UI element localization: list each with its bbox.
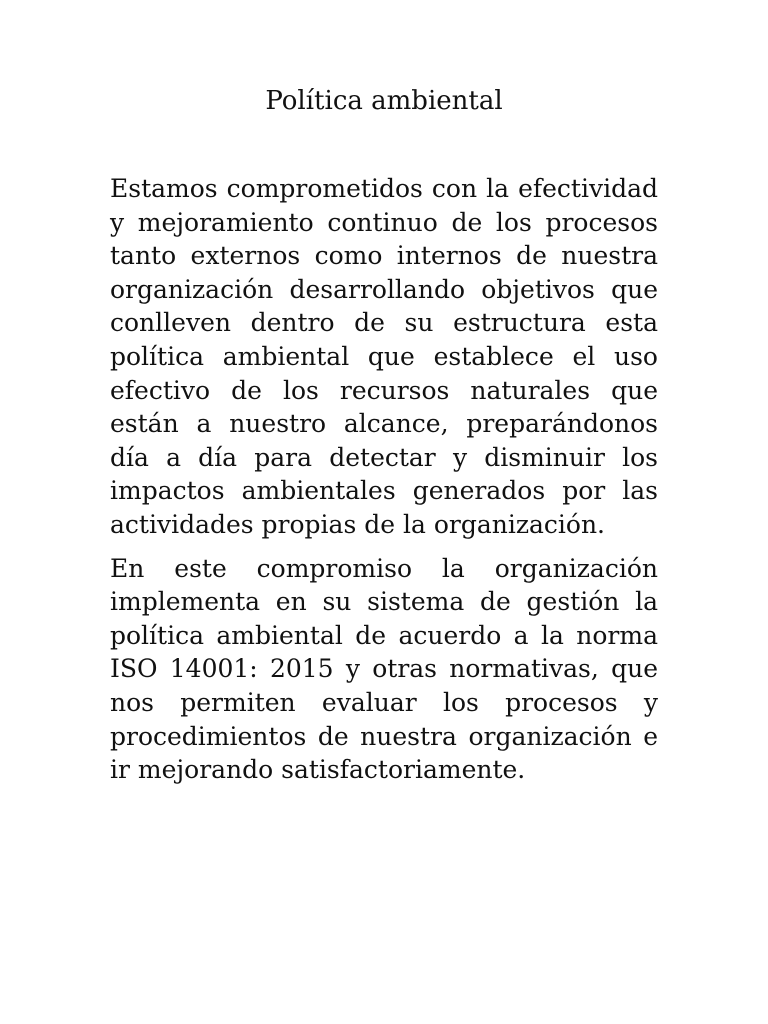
- paragraph-2: En este compromiso la organización implementa en su sistema de gestión la política ambiental de acuerdo a la norma ISO 14001: 2015 y otras normativas, que nos permiten evaluar los procesos y procedimientos de nuestra organización e ir mejorando satisfactoriamente.: [110, 553, 658, 785]
- document-title: Política ambiental: [265, 86, 503, 116]
- paragraph-1: Estamos comprometidos con la efectividad y mejoramiento continuo de los procesos tanto externos como internos de nuestra organización desarrollando objetivos que conlleven dentro de su estructura esta política ambiental que establece el uso efectivo de los recursos naturales que están a nuestro alcance, preparándonos día a día para detectar y disminuir los impactos ambientales generados por las actividades propias de la organización.: [110, 174, 658, 539]
- document-body: [110, 172, 658, 797]
